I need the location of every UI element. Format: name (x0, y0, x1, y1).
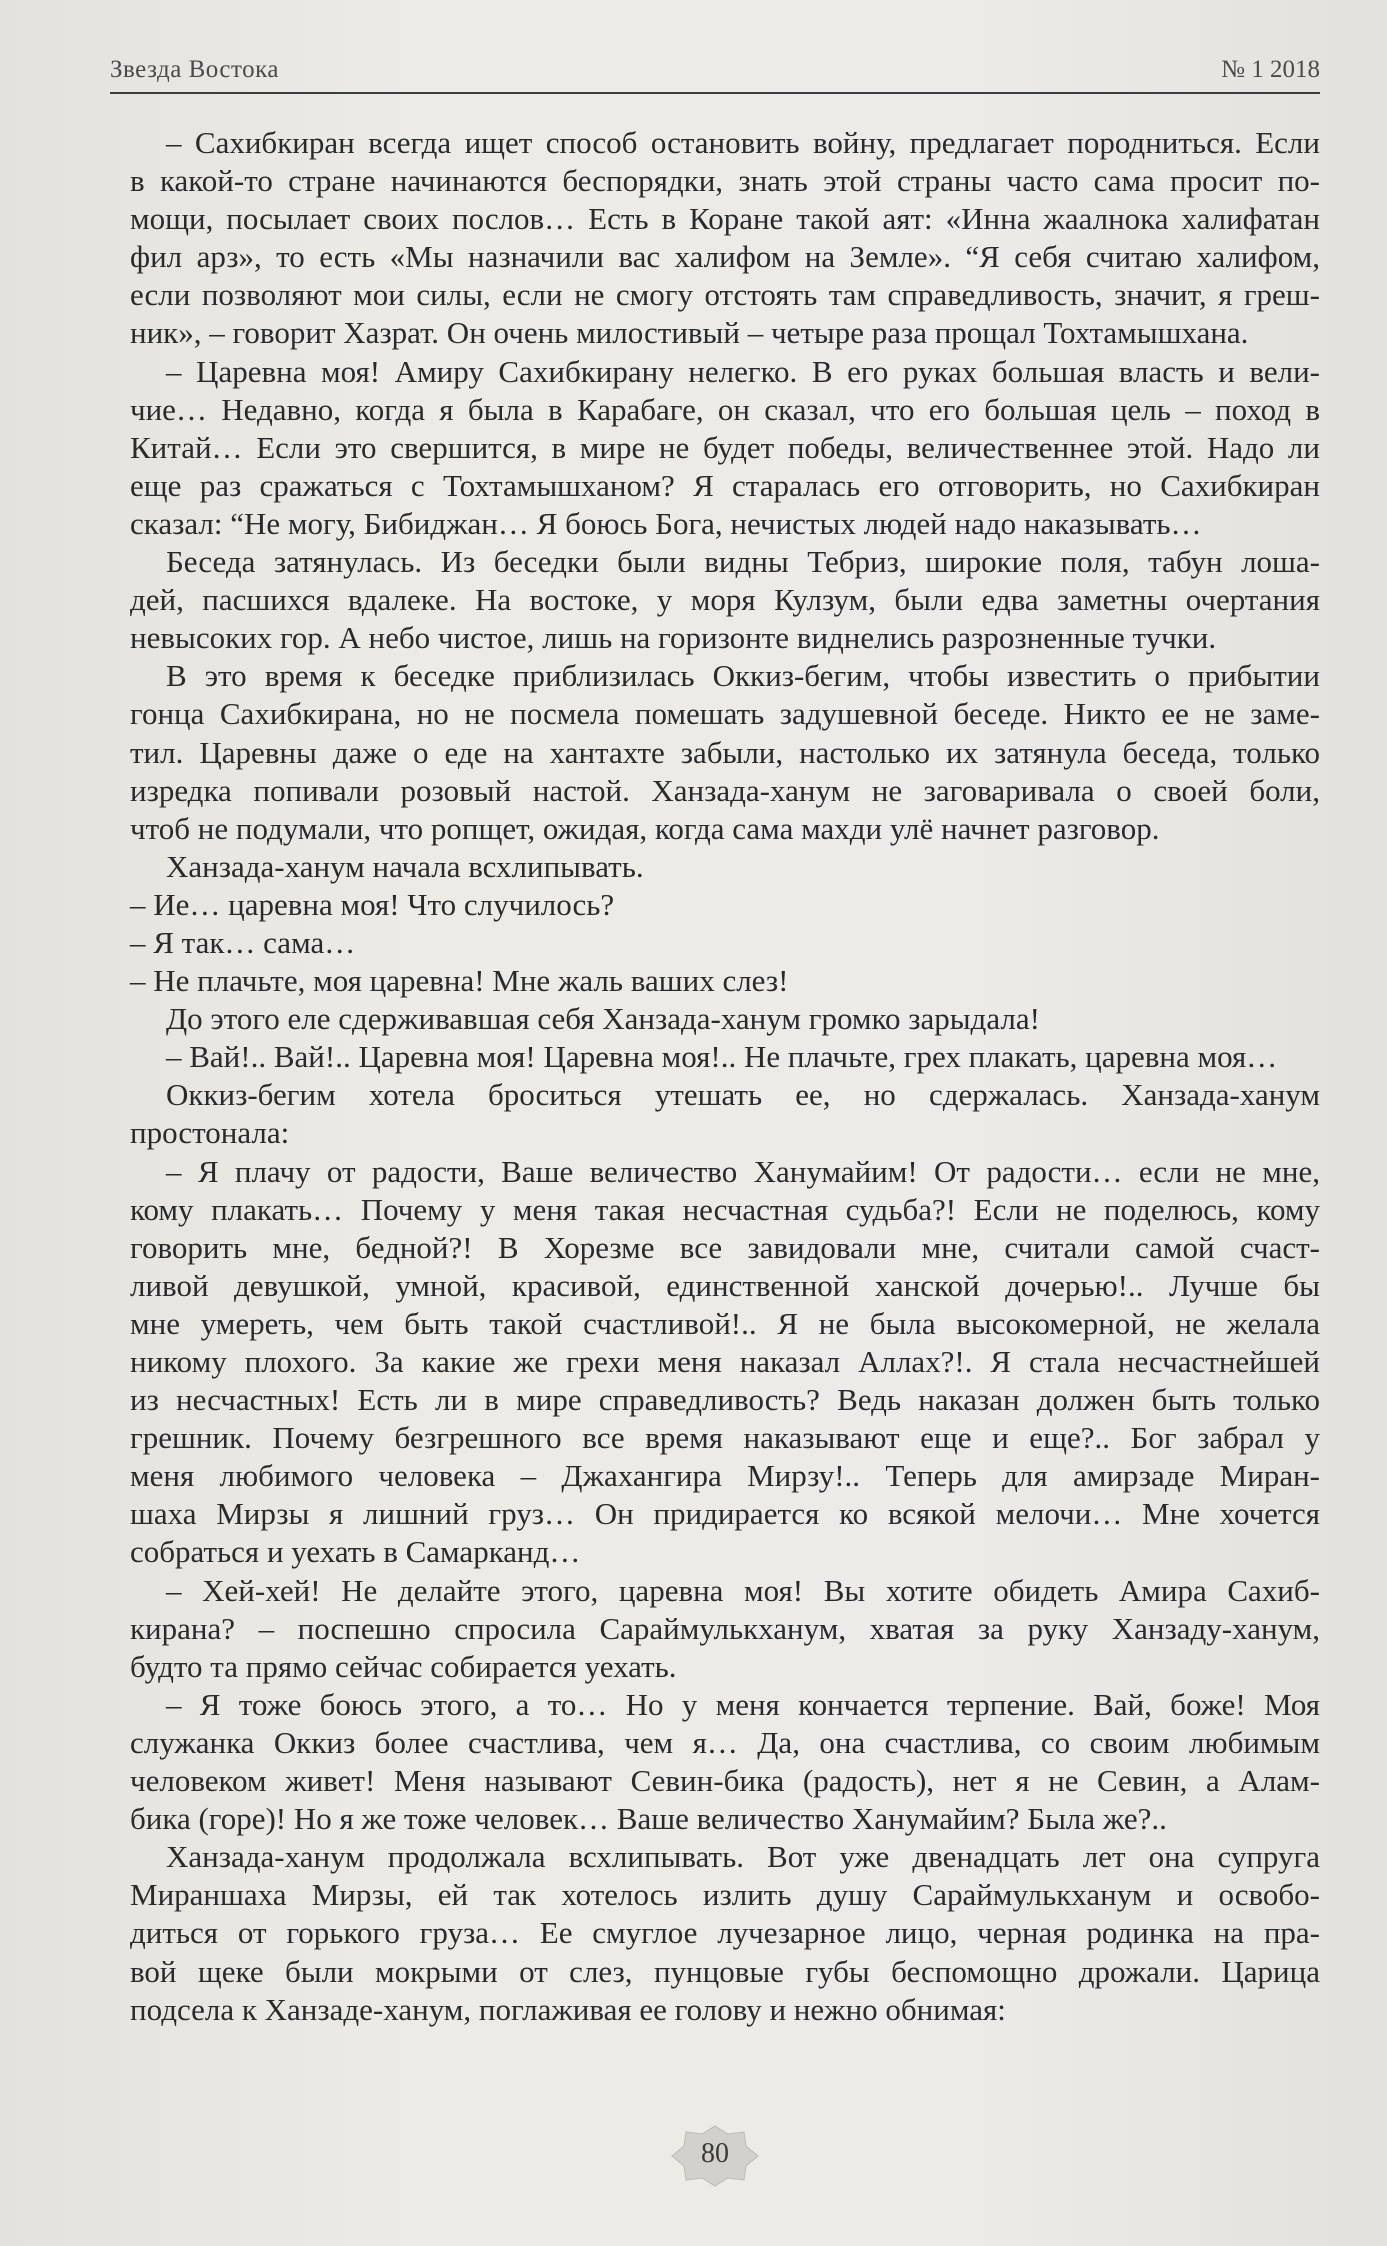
article-body (130, 124, 1320, 2029)
page-number-badge (670, 2124, 760, 2188)
running-header (110, 52, 1320, 94)
text-line: шаха Мирзы я лишний груз… Он придирается ко всякой мелочи… Мне хочется (130, 1496, 1320, 1532)
text-line: чтоб не подумали, что ропщет, ожидая, когда сама махди улё начнет разговор. (130, 810, 1160, 846)
text-line: – Я тоже боюсь этого, а то… Но у меня кончается терпение. Вай, боже! Моя (166, 1686, 1320, 1722)
text-line: изредка попивали розовый настой. Ханзада-ханум не заговаривала о своей боли, (130, 772, 1320, 808)
text-line: бика (горе)! Но я же тоже человек… Ваше величество Ханумайим? Была же?.. (130, 1801, 1167, 1837)
text-line: говорить мне, бедной?! В Хорезме все завидовали мне, считали самой счаст- (130, 1229, 1320, 1265)
text-line: грешник. Почему безгрешного все время наказывают еще и еще?.. Бог забрал у (130, 1420, 1320, 1456)
text-line: ливой девушкой, умной, красивой, единственной ханской дочерью!.. Лучше бы (130, 1267, 1320, 1303)
text-line: если позволяют мои силы, если не смогу отстоять там справедливость, значит, я греш- (130, 277, 1320, 313)
text-line: мощи, посылает своих послов… Есть в Коране такой аят: «Инна жаалнока халифатан (130, 201, 1320, 237)
text-line: подсела к Ханзаде-ханум, поглаживая ее голову и нежно обнимая: (130, 1991, 1006, 2027)
text-line: кому плакать… Почему у меня такая несчастная судьба?! Если не поделюсь, кому (130, 1191, 1320, 1227)
text-line: гонца Сахибкирана, но не посмела помешать задушевной беседе. Никто ее не заме- (130, 696, 1320, 732)
text-line: Оккиз-бегим хотела броситься утешать ее, но сдержалась. Ханзада-ханум (166, 1077, 1320, 1113)
text-line: В это время к беседке приблизилась Оккиз-бегим, чтобы известить о прибытии (166, 658, 1320, 694)
text-line: ник», – говорит Хазрат. Он очень милостивый – четыре раза прощал Тохтамышхана. (130, 315, 1249, 351)
text-line: служанка Оккиз более счастлива, чем я… Да, она счастлива, со своим любимым (130, 1724, 1320, 1760)
text-line: фил арз», то есть «Мы назначили вас халифом на Земле». “Я себя считаю халифом, (130, 239, 1320, 275)
text-line: вой щеке были мокрыми от слез, пунцовые губы беспомощно дрожали. Царица (130, 1953, 1320, 1989)
text-line: Беседа затянулась. Из беседки были видны Тебриз, широкие поля, табун лоша- (166, 544, 1320, 580)
text-line: из несчастных! Есть ли в мире справедливость? Ведь наказан должен быть только (130, 1382, 1320, 1418)
text-line: Ханзада-ханум продолжала всхлипывать. Вот уже двенадцать лет она супруга (166, 1839, 1320, 1875)
journal-title: Звезда Востока (110, 56, 279, 83)
text-line: кирана? – поспешно спросила Сараймулькханум, хватая за руку Ханзаду-ханум, (130, 1610, 1320, 1646)
text-line: – Вай!.. Вай!.. Царевна моя! Царевна моя!.. Не плачьте, грех плакать, царевна моя… (166, 1039, 1278, 1075)
text-line: Мираншаха Мирзы, ей так хотелось излить душу Сараймулькханум и освобо- (130, 1877, 1320, 1913)
text-line: меня любимого человека – Джахангира Мирзу!.. Теперь для амирзаде Миран- (130, 1458, 1320, 1494)
text-line: мне умереть, чем быть такой счастливой!.. Я не была высокомерной, не желала (130, 1305, 1320, 1341)
text-line: в какой-то стране начинаются беспорядки, знать этой страны часто сама просит по- (130, 163, 1320, 199)
text-line: Ханзада-ханум начала всхлипывать. (166, 848, 644, 884)
text-line: – Ие… царевна моя! Что случилось? (130, 886, 615, 922)
text-line: простонала: (130, 1115, 290, 1151)
text-line: – Я так… сама… (130, 924, 356, 960)
text-line: – Сахибкиран всегда ищет способ остановить войну, предлагает породниться. Если (166, 125, 1320, 160)
text-line: невысоких гор. А небо чистое, лишь на горизонте виднелись разрозненные тучки. (130, 620, 1217, 656)
text-line: Китай… Если это свершится, в мире не будет победы, величественнее этой. Надо ли (130, 429, 1320, 465)
text-line: будто та прямо сейчас собирается уехать. (130, 1648, 677, 1684)
text-line: – Не плачьте, моя царевна! Мне жаль ваших слез! (130, 963, 789, 999)
text-line: никому плохого. За какие же грехи меня наказал Аллах?!. Я стала несчастнейшей (130, 1344, 1320, 1379)
text-line: сказал: “Не могу, Бибиджан… Я боюсь Бога, нечистых людей надо наказывать… (130, 505, 1202, 541)
text-line: До этого еле сдерживавшая себя Ханзада-ханум громко зарыдала! (166, 1001, 1040, 1037)
text-line: еще раз сражаться с Тохтамышханом? Я старалась его отговорить, но Сахибкиран (130, 467, 1320, 503)
text-line: диться от горького груза… Ее смуглое лучезарное лицо, черная родинка на пра- (130, 1915, 1320, 1951)
text-line: чие… Недавно, когда я была в Карабаге, он сказал, что его большая цель – поход в (130, 391, 1320, 427)
text-line: человеком живет! Меня называют Севин-бика (радость), нет я не Севин, а Алам- (130, 1763, 1320, 1799)
text-line: – Царевна моя! Амиру Сахибкирану нелегко. В его руках большая власть и вели- (166, 353, 1320, 389)
text-line: – Я плачу от радости, Ваше величество Ханумайим! От радости… если не мне, (166, 1153, 1320, 1189)
text-line: дей, пасшихся вдалеке. На востоке, у моря Кулзум, были едва заметны очертания (130, 582, 1320, 618)
text-line: – Хей-хей! Не делайте этого, царевна моя! Вы хотите обидеть Амира Сахиб- (166, 1572, 1320, 1608)
text-line: тил. Царевны даже о еде на хантахте забыли, настолько их затянула беседа, только (130, 734, 1320, 770)
issue-number: № 1 2018 (1221, 56, 1320, 83)
text-line: собраться и уехать в Самарканд… (130, 1534, 581, 1570)
page-number: 80 (701, 2138, 729, 2169)
